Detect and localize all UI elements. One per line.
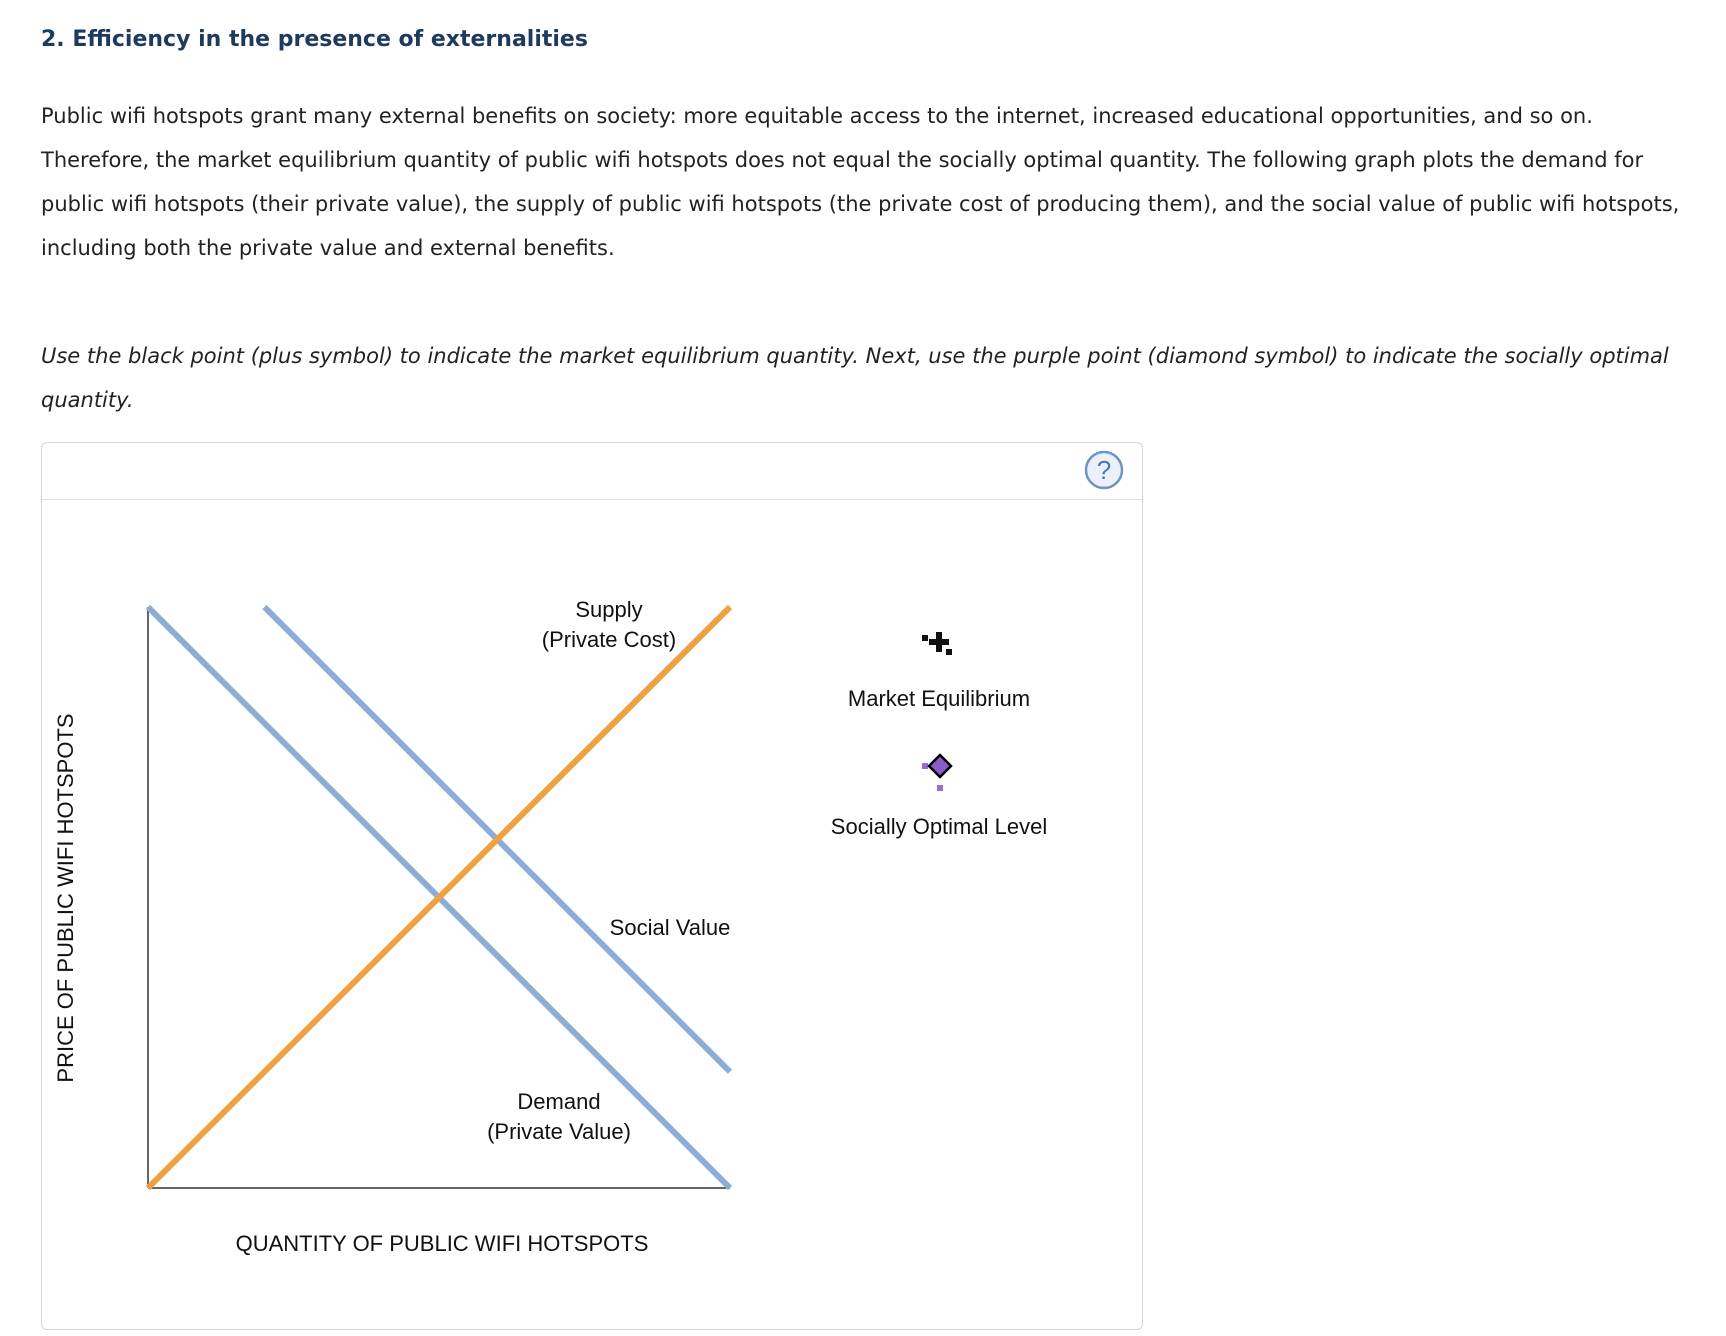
market-equilibrium-label: Market Equilibrium <box>847 686 1031 711</box>
demand-label-line2: (Private Value) <box>487 1119 631 1144</box>
plus-icon <box>922 632 952 655</box>
question-instructions: Use the black point (plus symbol) to indicate the market equilibrium quantity. Next, use the purple point (diamond symbol) to indicate the socially optimal quantity. <box>41 344 1669 412</box>
social-value-label: Social Value <box>609 915 731 940</box>
x-axis-title: QUANTITY OF PUBLIC WIFI HOTSPOTS <box>235 1231 649 1256</box>
y-axis-title: PRICE OF PUBLIC WIFI HOTSPOTS <box>53 713 78 1083</box>
question-title: 2. Efficiency in the presence of externalities <box>41 27 588 52</box>
graph-chart[interactable] <box>42 443 1142 1329</box>
graph-panel <box>41 442 1143 1330</box>
supply-label-line2: (Private Cost) <box>541 627 677 652</box>
market-equilibrium-tool[interactable] <box>848 632 1030 711</box>
diamond-icon <box>922 755 951 791</box>
demand-label-line1: Demand <box>517 1089 601 1114</box>
question-container <box>41 22 1691 412</box>
question-intro: Public wifi hotspots grant many external benefits on society: more equitable access to the internet, increased educational opportunities, and so on. Therefore, the market equilibrium quantity of public wifi hotspots does not equal the socially optimal quantity. The following graph plots the demand for public wifi hotspots (their private value), the supply of public wifi hotspots (the private cost of producing them), and the social value of public wifi hotspots, including both the private value and external benefits. <box>41 104 1680 260</box>
supply-label-line1: Supply <box>575 597 643 622</box>
socially-optimal-label: Socially Optimal Level <box>830 814 1048 839</box>
help-symbol: ? <box>1096 455 1112 485</box>
socially-optimal-tool[interactable] <box>831 755 1047 839</box>
